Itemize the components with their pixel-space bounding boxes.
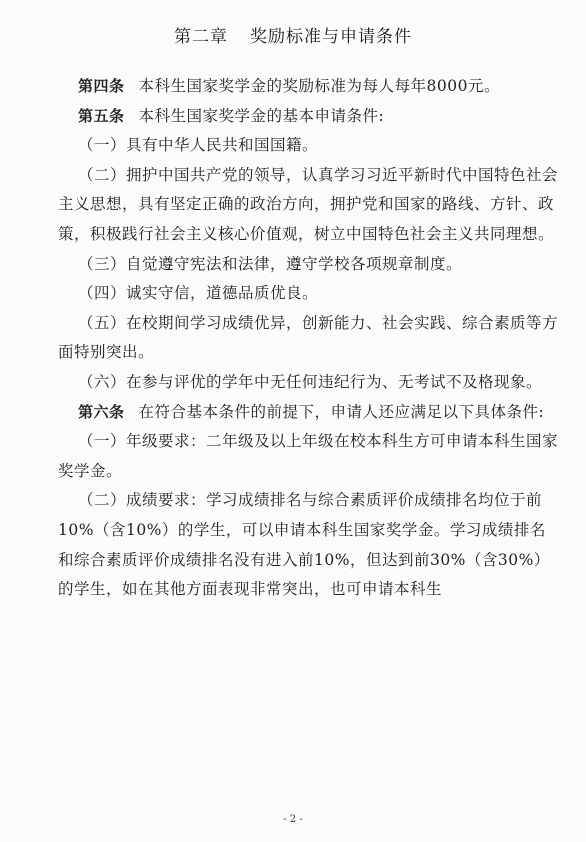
article-6-item: （二）成绩要求：学习成绩排名与综合素质评价成绩排名均位于前10%（含10%）的学生，可以申请本科生国家奖学金。学习成绩排名和综合素质评价成绩排名没有进入前10%，但达到前30%（含30%）的学生，如在其他方面表现非常突出，也可申请本科生 (58, 491, 550, 599)
article-5-item: （六）在参与评优的学年中无任何违纪行为、无考试不及格现象。 (78, 372, 543, 391)
chapter-number: 第二章 (174, 27, 228, 47)
article-text: 在符合基本条件的前提下，申请人还应满足以下具体条件: (138, 402, 545, 421)
article-5-item: （一）具有中华人民共和国国籍。 (78, 136, 319, 155)
article-label: 第五条 (78, 106, 125, 125)
article-6-item: （一）年级要求：二年级及以上年级在校本科生方可申请本科生国家奖学金。 (58, 432, 559, 480)
article-5-item: （五）在校期间学习成绩优异，创新能力、社会实践、综合素质等方面特别突出。 (58, 313, 559, 362)
article-5-item: （二）拥护中国共产党的领导，认真学习习近平新时代中国特色社会主义思想，具有坚定正确的政治方向，拥护党和国家的路线、方针、政策，积极践行社会主义核心价值观，树立中国特色社会主义共同理想。 (58, 165, 559, 243)
article-label: 第六条 (78, 402, 125, 421)
article-5-item: （三）自觉遵守宪法和法律，遵守学校各项规章制度。 (78, 254, 463, 273)
article-text: 本科生国家奖学金的奖励标准为每人每年8000元。 (138, 77, 500, 95)
article-text: 本科生国家奖学金的基本申请条件: (138, 106, 385, 125)
article-label: 第四条 (78, 77, 125, 95)
article-5 (58, 102, 558, 132)
chapter-title: 奖励标准与申请条件 (250, 27, 412, 47)
article-5-item: （四）诚实守信，道德品质优良。 (78, 284, 319, 303)
article-4 (58, 72, 558, 102)
article-6 (58, 398, 558, 428)
document-body (58, 72, 558, 605)
chapter-heading (0, 22, 586, 47)
page-number: - 2 - (283, 814, 303, 825)
